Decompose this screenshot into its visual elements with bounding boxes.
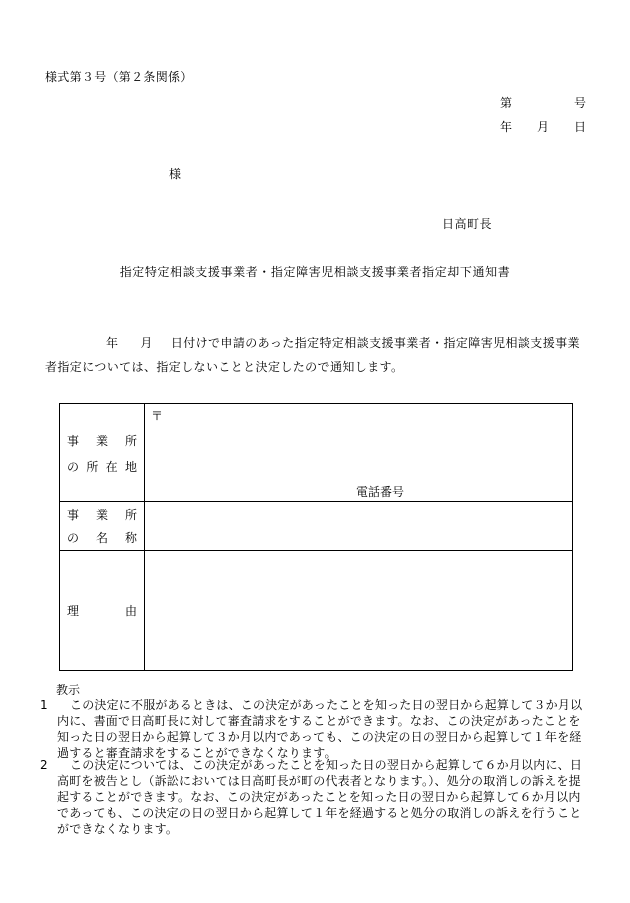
instruction-text: この決定については、この決定があったことを知った日の翌日から起算して６か月以内に、日高町を被告とし（訴訟においては日高町長が町の代表者となります。）、処分の取消しの訴えを提起することができます。なお、この決定があったことを知った日の翌日から起算して６か月以内であっても、この決定の日の翌日から起算して１年を経過すると処分の取消しの訴えを行うことができなくなります。 xyxy=(57,758,583,836)
postal-mark: 〒 xyxy=(151,409,164,423)
document-title: 指定特定相談支援事業者・指定障害児相談支援事業者指定却下通知書 xyxy=(119,265,511,279)
name-label-line2 xyxy=(67,529,137,546)
label-char: 由 xyxy=(124,604,137,618)
label-char: 業 xyxy=(95,508,108,522)
reason-label xyxy=(67,602,137,619)
label-char: の xyxy=(67,460,80,474)
instruction-number: 1 xyxy=(40,698,48,712)
name-label-line1 xyxy=(67,506,137,523)
label-char: 業 xyxy=(95,434,108,448)
label-char: 所 xyxy=(124,508,137,522)
date-year-label: 年 xyxy=(500,120,513,134)
instruction-number: 2 xyxy=(40,758,48,772)
address-value-cell[interactable] xyxy=(145,404,573,502)
document-number-suffix: 号 xyxy=(574,96,587,110)
sender-name: 日高町長 xyxy=(442,217,493,231)
label-char: 名 xyxy=(95,531,108,545)
reason-value-cell[interactable] xyxy=(145,551,573,671)
instruction-heading: 教示 xyxy=(56,683,81,697)
name-label-cell xyxy=(60,502,145,551)
business-info-table xyxy=(59,403,573,671)
date-month-label: 月 xyxy=(537,120,550,134)
name-row xyxy=(60,502,573,551)
address-row xyxy=(60,404,573,502)
label-char: 事 xyxy=(67,508,80,522)
label-char: 地 xyxy=(124,460,137,474)
reason-label-cell xyxy=(60,551,145,671)
label-char: 所 xyxy=(124,434,137,448)
instruction-item xyxy=(40,757,590,837)
address-label-line1 xyxy=(67,432,137,449)
label-char: 所 xyxy=(86,460,99,474)
instruction-item xyxy=(40,697,590,761)
label-char: 事 xyxy=(67,434,80,448)
body-year-label: 年 xyxy=(106,336,119,350)
notification-body xyxy=(45,331,590,379)
body-month-label: 月 xyxy=(140,336,153,350)
date-day-label: 日 xyxy=(574,120,587,134)
phone-number-label: 電話番号 xyxy=(356,485,405,499)
document-number-label: 第 xyxy=(500,96,513,110)
label-char: 称 xyxy=(124,531,137,545)
body-text: 日付けで申請のあった指定特定相談支援事業者・指定障害児相談支援事業者指定については、指定しないことと決定したので通知します。 xyxy=(45,336,580,374)
label-char: 理 xyxy=(67,604,80,618)
addressee-honorific: 様 xyxy=(169,167,182,181)
address-label-line2 xyxy=(67,458,137,475)
name-value-cell[interactable] xyxy=(145,502,573,551)
label-char: の xyxy=(67,531,80,545)
address-label-cell xyxy=(60,404,145,502)
reason-row xyxy=(60,551,573,671)
label-char: 在 xyxy=(105,460,118,474)
instruction-text: この決定に不服があるときは、この決定があったことを知った日の翌日から起算して３か月以内に、書面で日高町長に対して審査請求をすることができます。なお、この決定があったことを知った日の翌日から起算して３か月以内であっても、この決定の日の翌日から起算して１年を経過すると審査請求をすることができなくなります。 xyxy=(57,698,583,760)
form-number: 様式第３号（第２条関係） xyxy=(45,70,193,84)
